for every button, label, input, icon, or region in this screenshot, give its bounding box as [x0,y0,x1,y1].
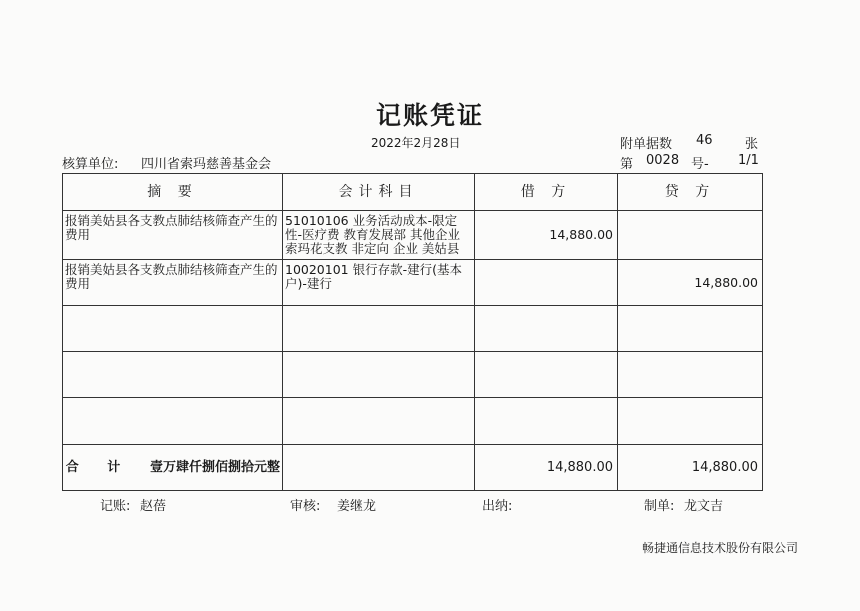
voucher-no-page: 1/1 [738,153,759,168]
voucher-table [62,173,763,491]
cashier-label: 出纳: [482,499,513,514]
total-credit: 14,880.00 [618,445,763,491]
total-cell [63,445,283,491]
row-debit [475,398,618,445]
row-credit: 14,880.00 [618,260,763,306]
unit-label: 核算单位: [62,157,119,172]
voucher-date: 2022年2月28日 [371,136,461,150]
row-summary: 报销美姑县各支教点肺结核筛查产生的费用 [63,211,283,260]
row-debit: 14,880.00 [475,211,618,260]
row-account: 51010106 业务活动成本-限定性-医疗费 教育发展部 其他企业 索玛花支教 非定向 企业 美姑县 [283,211,475,260]
unit-name: 四川省索玛慈善基金会 [141,157,272,172]
voucher-no-suffix: 号- [691,157,709,172]
total-label: 合 计 [65,459,133,475]
reviewer-name: 姜继龙 [337,499,377,514]
row-credit [618,306,763,352]
attachments-count: 46 [696,133,713,148]
header-summary: 摘 要 [63,174,283,211]
total-debit: 14,880.00 [475,445,618,491]
table-row [63,211,763,260]
row-account: 10020101 银行存款-建行(基本户)-建行 [283,260,475,306]
attachments-unit: 张 [745,137,759,152]
row-debit [475,260,618,306]
voucher-no-number: 0028 [646,153,680,168]
row-credit [618,398,763,445]
software-company: 畅捷通信息技术股份有限公司 [641,541,798,555]
bookkeeper-label: 记账: [100,499,131,514]
total-amount-in-words: 壹万肆仟捌佰捌拾元整 [149,459,280,475]
table-row [63,352,763,398]
voucher-title: 记账凭证 [375,101,484,130]
row-account [283,306,475,352]
row-debit [475,306,618,352]
row-credit [618,211,763,260]
row-summary: 报销美姑县各支教点肺结核筛查产生的费用 [63,260,283,306]
row-summary [63,352,283,398]
table-header-row [63,174,763,211]
bookkeeper-name: 赵蓓 [140,499,167,514]
header-credit: 贷 方 [618,174,763,211]
reviewer-label: 审核: [290,499,321,514]
preparer-name: 龙文吉 [684,499,724,514]
table-row [63,306,763,352]
table-row [63,398,763,445]
header-debit: 借 方 [475,174,618,211]
row-summary [63,398,283,445]
row-account [283,352,475,398]
row-debit [475,352,618,398]
header-account: 会计科目 [283,174,475,211]
total-account-empty [283,445,475,491]
row-credit [618,352,763,398]
row-summary [63,306,283,352]
preparer-label: 制单: [644,499,675,514]
row-account [283,398,475,445]
voucher-no-prefix: 第 [620,157,634,172]
total-row [63,445,763,491]
table-row [63,260,763,306]
attachments-label: 附单据数 [620,137,673,152]
